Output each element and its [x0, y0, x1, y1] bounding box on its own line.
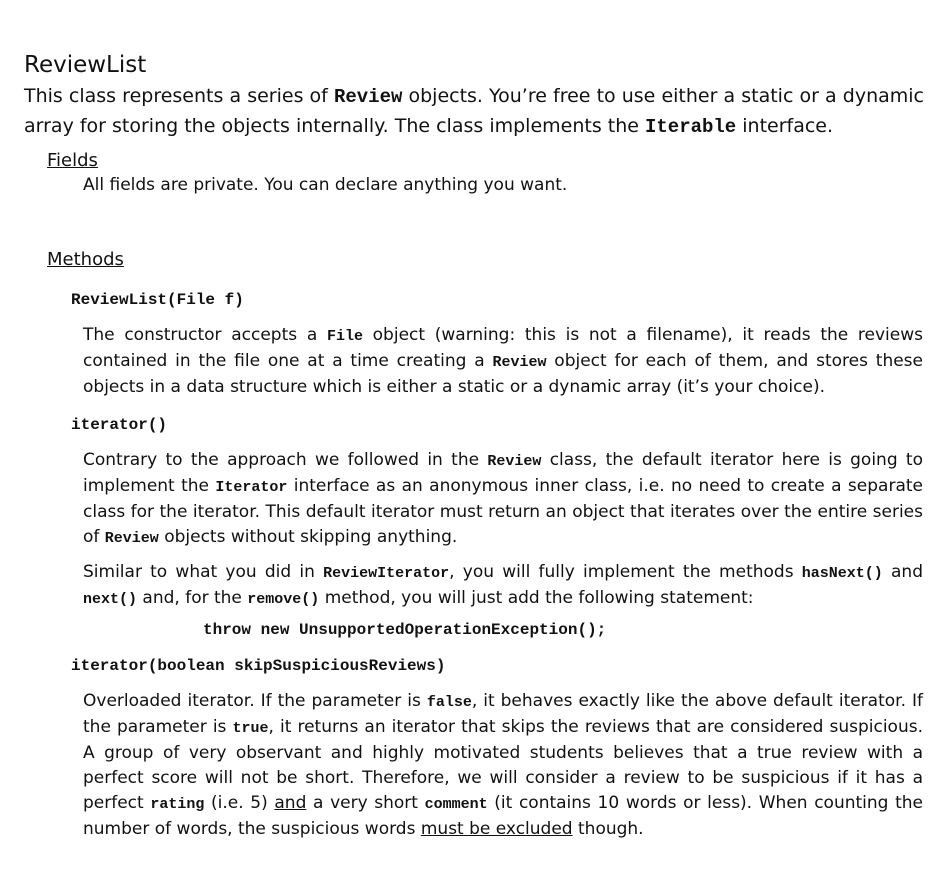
desc-text: interface as an anonymous inner class, i.e. no need to create a separate class for the iterator. This default iterator must return an object that iterates over the entire series of — [83, 476, 923, 547]
desc-text: method, you will just add the following statement: — [319, 588, 754, 608]
throw-statement: throw new UnsupportedOperationException(); — [203, 621, 607, 639]
code-comment: comment — [424, 796, 488, 813]
code-file: File — [326, 328, 363, 345]
desc-text: , it returns an iterator that skips the reviews that are considered suspicious. A group of very observant and highly motivated students believes that a true review with a perfect score will not be short. Therefore, we will consider a review to be suspicious if it has a perfect — [83, 717, 923, 813]
desc-text: , you will fully implement the methods — [449, 562, 802, 582]
code-hasnext: hasNext() — [801, 565, 883, 582]
code-rating: rating — [150, 796, 205, 813]
desc-text: The constructor accepts a — [83, 325, 327, 345]
intro-code-iterable: Iterable — [644, 116, 737, 138]
constructor-description — [83, 323, 923, 400]
iterator-skip-signature: iterator(boolean skipSuspiciousReviews) — [71, 657, 446, 675]
desc-text: object for each of them, and stores these objects in a data structure which is either a static or a dynamic array (it’s your choice). — [83, 351, 923, 397]
desc-text: , it behaves exactly like the above default iterator. If the parameter is — [83, 691, 923, 737]
desc-text: though. — [572, 819, 644, 839]
desc-text: objects without skipping anything. — [158, 527, 458, 547]
iterator-description — [83, 448, 923, 551]
intro-paragraph — [24, 82, 924, 142]
iterator-skip-description — [83, 689, 923, 842]
code-next: next() — [83, 591, 138, 608]
desc-text: Contrary to the approach we followed in the — [83, 450, 488, 470]
desc-text: a very short — [306, 793, 425, 813]
code-iterator: Iterator — [215, 479, 288, 496]
desc-text: Overloaded iterator. If the parameter is — [83, 691, 427, 711]
desc-text: (it contains 10 words or less). When counting the number of words, the suspicious words — [83, 793, 923, 839]
intro-text: interface. — [736, 115, 834, 137]
iterator-signature: iterator() — [71, 416, 168, 434]
code-review: Review — [492, 354, 547, 371]
code-remove: remove() — [247, 591, 320, 608]
methods-heading: Methods — [47, 249, 124, 270]
intro-text: objects. You’re free to use either a static or a dynamic array for storing the objects internally. The class implements the — [24, 85, 924, 137]
fields-heading: Fields — [47, 150, 98, 171]
desc-text: Similar to what you did in — [83, 562, 324, 582]
intro-code-review: Review — [333, 86, 403, 108]
code-reviewiterator: ReviewIterator — [323, 565, 450, 582]
desc-text: object (warning: this is not a filename), it reads the reviews contained in the file one at a time creating a — [83, 325, 923, 371]
iterator-methods-description — [83, 560, 923, 612]
underlined-and: and — [274, 793, 307, 813]
fields-text: All fields are private. You can declare anything you want. — [83, 175, 568, 195]
code-review: Review — [104, 530, 159, 547]
code-review: Review — [487, 453, 542, 470]
code-true: true — [232, 720, 269, 737]
code-false: false — [426, 694, 472, 711]
desc-text: class, the default iterator here is going to implement the — [83, 450, 923, 496]
desc-text: (i.e. 5) — [204, 793, 275, 813]
constructor-signature: ReviewList(File f) — [71, 291, 244, 309]
desc-text: and — [882, 562, 923, 582]
underlined-must-be-excluded: must be excluded — [420, 819, 573, 839]
page-title: ReviewList — [24, 52, 147, 78]
intro-text: This class represents a series of — [24, 85, 334, 107]
desc-text: and, for the — [137, 588, 248, 608]
